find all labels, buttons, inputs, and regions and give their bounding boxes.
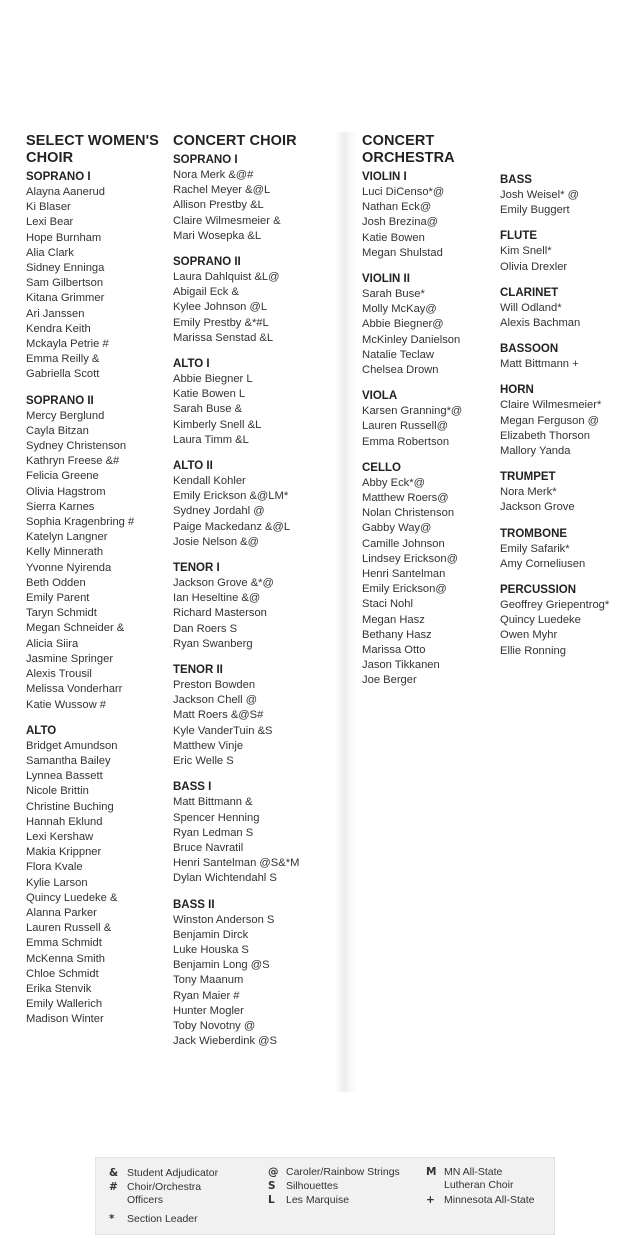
section-bass bbox=[500, 173, 635, 218]
legend-item bbox=[268, 1194, 349, 1207]
member-name: Abbie Biegner@ bbox=[362, 318, 444, 331]
member-name: Alia Clark bbox=[26, 246, 74, 259]
section-viola bbox=[362, 389, 492, 450]
legend-symbol: & bbox=[109, 1167, 119, 1179]
member-name: Sierra Karnes bbox=[26, 500, 95, 513]
member-name: Emma Reilly & bbox=[26, 353, 100, 366]
member-name: Kelly Minnerath bbox=[26, 546, 104, 559]
member-name: Laura Timm &L bbox=[173, 433, 249, 446]
member-name: Yvonne Nyirenda bbox=[26, 561, 112, 574]
section-heading: SOPRANO II bbox=[26, 394, 94, 407]
member-name: Ryan Swanberg bbox=[173, 637, 253, 650]
legend-item bbox=[109, 1181, 227, 1207]
section-horn bbox=[500, 383, 635, 459]
member-name: Alexis Trousil bbox=[26, 668, 92, 681]
member-name: Jasmine Springer bbox=[26, 652, 114, 665]
member-name: Hope Burnham bbox=[26, 231, 102, 244]
member-name: Paige Mackedanz &@L bbox=[173, 520, 291, 533]
member-name: Allison Prestby &L bbox=[173, 199, 264, 212]
section-trumpet bbox=[500, 470, 635, 515]
section-heading: ALTO II bbox=[173, 460, 213, 473]
column-title: CONCERT ORCHESTRA bbox=[362, 133, 455, 166]
member-name: Katie Bowen bbox=[362, 231, 425, 244]
member-name: Molly McKay@ bbox=[362, 303, 437, 316]
member-name: Bridget Amundson bbox=[26, 739, 118, 752]
section-heading: BASS II bbox=[173, 898, 215, 911]
member-name: Camille Johnson bbox=[362, 537, 445, 550]
member-name: Sidney Enninga bbox=[26, 262, 105, 275]
member-name: Dan Roers S bbox=[173, 622, 238, 635]
legend-item bbox=[426, 1194, 534, 1207]
member-name: Kim Snell* bbox=[500, 245, 552, 258]
member-name: Kathryn Freese &# bbox=[26, 455, 120, 468]
legend-text: Choir/Orchestra Officers bbox=[127, 1181, 202, 1206]
section-heading: ALTO I bbox=[173, 358, 210, 371]
member-name: Quincy Luedeke & bbox=[26, 891, 118, 904]
member-name: Katie Bowen L bbox=[173, 388, 246, 401]
member-name: Elizabeth Thorson bbox=[500, 429, 590, 442]
section-heading: HORN bbox=[500, 384, 534, 397]
member-name: Melissa Vonderharr bbox=[26, 683, 123, 696]
member-name: Megan Schneider & bbox=[26, 622, 125, 635]
member-name: Kendra Keith bbox=[26, 322, 91, 335]
legend-item bbox=[109, 1167, 218, 1180]
section-violin-1 bbox=[362, 170, 492, 261]
member-name: Megan Hasz bbox=[362, 613, 425, 626]
member-name: McKinley Danielson bbox=[362, 333, 461, 346]
member-name: Emily Erickson &@LM* bbox=[173, 490, 289, 503]
member-name: Erika Stenvik bbox=[26, 982, 92, 995]
member-name: Lindsey Erickson@ bbox=[362, 552, 458, 565]
member-name: Felicia Greene bbox=[26, 470, 99, 483]
section-heading: CELLO bbox=[362, 461, 401, 474]
member-name: Richard Masterson bbox=[173, 607, 267, 620]
member-name: Jackson Grove &*@ bbox=[173, 577, 274, 590]
section-heading: TROMBONE bbox=[500, 527, 568, 540]
member-name: Benjamin Dirck bbox=[173, 928, 249, 941]
section-soprano-1 bbox=[173, 153, 333, 244]
member-name: Sydney Christenson bbox=[26, 440, 127, 453]
member-name: Ryan Ledman S bbox=[173, 826, 254, 839]
member-name: Bruce Navratil bbox=[173, 841, 244, 854]
section-alto bbox=[26, 724, 166, 1028]
legend-text: Minnesota All-State bbox=[444, 1194, 535, 1206]
member-name: Eric Welle S bbox=[173, 755, 234, 768]
member-name: Toby Novotny @ bbox=[173, 1019, 256, 1032]
member-name: Nolan Christenson bbox=[362, 507, 455, 520]
member-name: Nathan Eck@ bbox=[362, 201, 432, 214]
member-name: Marissa Senstad &L bbox=[173, 331, 274, 344]
member-name: Claire Wilmesmeier & bbox=[173, 214, 281, 227]
member-name: Jason Tikkanen bbox=[362, 659, 440, 672]
member-name: Bethany Hasz bbox=[362, 628, 432, 641]
member-name: Abigail Eck & bbox=[173, 286, 239, 299]
section-heading: TRUMPET bbox=[500, 471, 556, 484]
member-name: Laura Dahlquist &L@ bbox=[173, 271, 280, 284]
member-name: Taryn Schmidt bbox=[26, 607, 97, 620]
section-heading: BASS I bbox=[173, 781, 212, 794]
member-name: Joe Berger bbox=[362, 674, 417, 687]
member-name: Lexi Kershaw bbox=[26, 830, 94, 843]
member-name: Mckayla Petrie # bbox=[26, 338, 109, 351]
section-heading: SOPRANO II bbox=[173, 256, 241, 269]
member-name: Natalie Teclaw bbox=[362, 348, 434, 361]
legend-text: Section Leader bbox=[127, 1213, 198, 1225]
legend-symbol: M bbox=[426, 1166, 437, 1178]
member-name: Chloe Schmidt bbox=[26, 967, 99, 980]
member-name: Rachel Meyer &@L bbox=[173, 184, 271, 197]
member-name: Marissa Otto bbox=[362, 644, 426, 657]
section-bass-1 bbox=[173, 780, 333, 886]
member-name: Tony Maanum bbox=[173, 974, 244, 987]
member-name: Emily Buggert bbox=[500, 204, 570, 217]
member-name: Spencer Henning bbox=[173, 811, 260, 824]
member-name: Kimberly Snell &L bbox=[173, 418, 262, 431]
section-heading: TENOR I bbox=[173, 562, 220, 575]
member-name: Flora Kvale bbox=[26, 861, 83, 874]
column-title: SELECT WOMEN'S CHOIR bbox=[26, 133, 159, 166]
member-name: Preston Bowden bbox=[173, 679, 256, 692]
member-name: Kitana Grimmer bbox=[26, 292, 105, 305]
column-concert-orchestra bbox=[362, 133, 492, 700]
section-heading: VIOLA bbox=[362, 390, 398, 403]
section-soprano-1 bbox=[26, 170, 166, 383]
section-cello bbox=[362, 461, 492, 689]
legend-text: Silhouettes bbox=[286, 1180, 338, 1192]
section-tenor-1 bbox=[173, 561, 333, 652]
section-violin-2 bbox=[362, 272, 492, 378]
member-name: Gabby Way@ bbox=[362, 522, 432, 535]
member-name: Matthew Roers@ bbox=[362, 492, 449, 505]
legend-symbol: * bbox=[109, 1213, 115, 1225]
member-name: Kyle VanderTuin &S bbox=[173, 724, 273, 737]
member-name: Kylie Larson bbox=[26, 876, 88, 889]
section-heading: SOPRANO I bbox=[26, 171, 91, 183]
section-flute bbox=[500, 229, 635, 274]
member-name: Mallory Yanda bbox=[500, 445, 571, 458]
section-alto-1 bbox=[173, 357, 333, 448]
member-name: Amy Corneliusen bbox=[500, 557, 586, 570]
section-heading: PERCUSSION bbox=[500, 584, 577, 597]
section-heading: ALTO bbox=[26, 724, 57, 737]
member-name: Matt Bittmann & bbox=[173, 796, 253, 809]
section-heading: BASS bbox=[500, 174, 532, 186]
member-name: Sophia Kragenbring # bbox=[26, 516, 135, 529]
section-bass-2 bbox=[173, 898, 333, 1050]
member-name: Matthew Vinje bbox=[173, 739, 244, 752]
member-name: Katelyn Langner bbox=[26, 531, 108, 544]
member-name: Lexi Bear bbox=[26, 216, 74, 229]
member-name: Jackson Chell @ bbox=[173, 694, 258, 707]
member-name: Luke Houska S bbox=[173, 943, 249, 956]
member-name: Benjamin Long @S bbox=[173, 959, 270, 972]
section-trombone bbox=[500, 527, 635, 572]
member-name: Sarah Buse & bbox=[173, 403, 243, 416]
member-name: Karsen Granning*@ bbox=[362, 405, 463, 418]
member-name: Olivia Hagstrom bbox=[26, 485, 106, 498]
member-name: Henri Santelman bbox=[362, 568, 446, 581]
member-name: Geoffrey Griepentrog* bbox=[500, 599, 610, 612]
legend-symbol: # bbox=[109, 1181, 118, 1193]
member-name: Chelsea Drown bbox=[362, 364, 439, 377]
member-name: Alanna Parker bbox=[26, 906, 97, 919]
member-name: Kylee Johnson @L bbox=[173, 301, 268, 314]
legend-symbol: S bbox=[268, 1180, 276, 1192]
member-name: Megan Shulstad bbox=[362, 246, 443, 259]
member-name: Will Odland* bbox=[500, 301, 562, 314]
member-name: Nora Merk* bbox=[500, 486, 557, 499]
member-name: Sam Gilbertson bbox=[26, 277, 104, 290]
member-name: Mercy Berglund bbox=[26, 409, 105, 422]
member-name: Makia Krippner bbox=[26, 846, 102, 859]
column-concert-choir bbox=[173, 133, 333, 1060]
member-name: Lauren Russell@ bbox=[362, 420, 448, 433]
member-name: Madison Winter bbox=[26, 1013, 104, 1026]
section-percussion bbox=[500, 583, 635, 659]
member-name: Alayna Aanerud bbox=[26, 186, 105, 198]
member-name: Lauren Russell & bbox=[26, 922, 112, 935]
member-name: Hannah Eklund bbox=[26, 815, 103, 828]
section-heading: FLUTE bbox=[500, 230, 538, 243]
member-name: Gabriella Scott bbox=[26, 368, 100, 381]
section-heading: BASSOON bbox=[500, 343, 559, 356]
member-name: Emily Parent bbox=[26, 592, 90, 605]
legend-item bbox=[426, 1166, 544, 1192]
section-heading: SOPRANO I bbox=[173, 154, 238, 166]
member-name: Owen Myhr bbox=[500, 629, 558, 642]
member-name: Emma Robertson bbox=[362, 435, 450, 448]
member-name: Matt Roers &@S# bbox=[173, 709, 264, 722]
legend-item bbox=[268, 1166, 400, 1179]
member-name: Emily Prestby &*#L bbox=[173, 316, 269, 329]
member-name: Beth Odden bbox=[26, 576, 86, 589]
legend-symbol: L bbox=[268, 1194, 275, 1206]
member-name: Ian Heseltine &@ bbox=[173, 592, 261, 605]
member-name: Josh Weisel* @ bbox=[500, 189, 579, 201]
member-name: Nora Merk &@# bbox=[173, 169, 254, 181]
legend-text: Student Adjudicator bbox=[127, 1167, 219, 1179]
legend-text: Les Marquise bbox=[286, 1194, 350, 1206]
section-soprano-2 bbox=[26, 394, 166, 713]
legend-item bbox=[109, 1213, 198, 1226]
member-name: Ki Blaser bbox=[26, 201, 71, 214]
member-name: Emma Schmidt bbox=[26, 937, 102, 950]
member-name: Christine Buching bbox=[26, 800, 114, 813]
member-name: Quincy Luedeke bbox=[500, 614, 581, 627]
column-orchestra-continued bbox=[500, 173, 635, 670]
member-name: Staci Nohl bbox=[362, 598, 413, 611]
member-name: Alicia Siira bbox=[26, 637, 79, 650]
member-name: Abby Eck*@ bbox=[362, 476, 425, 489]
section-tenor-2 bbox=[173, 663, 333, 769]
member-name: Megan Ferguson @ bbox=[500, 414, 600, 427]
member-name: Luci DiCenso*@ bbox=[362, 186, 445, 198]
member-name: Winston Anderson S bbox=[173, 913, 275, 926]
member-name: Hunter Mogler bbox=[173, 1004, 244, 1017]
member-name: Sydney Jordahl @ bbox=[173, 505, 265, 518]
member-name: Samantha Bailey bbox=[26, 754, 111, 767]
member-name: Ellie Ronning bbox=[500, 644, 566, 657]
legend-text: MN All-State Lutheran Choir bbox=[444, 1166, 514, 1191]
member-name: Claire Wilmesmeier* bbox=[500, 399, 602, 412]
column-select-womens-choir bbox=[26, 133, 166, 1039]
member-name: Abbie Biegner L bbox=[173, 373, 253, 386]
member-name: Matt Bittmann + bbox=[500, 358, 579, 371]
member-name: Dylan Wichtendahl S bbox=[173, 872, 277, 885]
member-name: Sarah Buse* bbox=[362, 288, 425, 301]
member-name: Jackson Grove bbox=[500, 501, 575, 514]
section-clarinet bbox=[500, 286, 635, 331]
member-name: Kendall Kohler bbox=[173, 475, 246, 488]
member-name: Josie Nelson &@ bbox=[173, 535, 259, 548]
member-name: Emily Erickson@ bbox=[362, 583, 447, 596]
member-name: Olivia Drexler bbox=[500, 260, 568, 273]
member-name: Jack Wieberdink @S bbox=[173, 1035, 277, 1048]
member-name: Henri Santelman @S&*M bbox=[173, 857, 300, 870]
legend-box bbox=[95, 1157, 555, 1235]
column-divider-shadow bbox=[335, 132, 357, 1092]
member-name: Emily Wallerich bbox=[26, 998, 103, 1011]
section-bassoon bbox=[500, 342, 635, 372]
member-name: Cayla Bitzan bbox=[26, 424, 89, 437]
member-name: Lynnea Bassett bbox=[26, 770, 103, 783]
section-alto-2 bbox=[173, 459, 333, 550]
member-name: Ryan Maier # bbox=[173, 989, 240, 1002]
member-name: Katie Wussow # bbox=[26, 698, 107, 711]
member-name: Ari Janssen bbox=[26, 307, 85, 320]
legend-item bbox=[268, 1180, 338, 1193]
column-title: CONCERT CHOIR bbox=[173, 133, 297, 149]
section-heading: VIOLIN II bbox=[362, 273, 410, 286]
section-heading: TENOR II bbox=[173, 664, 223, 677]
section-heading: CLARINET bbox=[500, 286, 559, 299]
legend-symbol: + bbox=[426, 1194, 435, 1206]
member-name: Alexis Bachman bbox=[500, 317, 581, 330]
member-name: Emily Safarik* bbox=[500, 542, 570, 555]
legend-symbol: @ bbox=[268, 1166, 279, 1178]
member-name: McKenna Smith bbox=[26, 952, 105, 965]
member-name: Nicole Brittin bbox=[26, 785, 89, 798]
member-name: Josh Brezina@ bbox=[362, 216, 439, 229]
section-soprano-2 bbox=[173, 255, 333, 346]
section-heading: VIOLIN I bbox=[362, 171, 407, 183]
member-name: Mari Wosepka &L bbox=[173, 229, 262, 242]
legend-text: Caroler/Rainbow Strings bbox=[286, 1166, 400, 1178]
